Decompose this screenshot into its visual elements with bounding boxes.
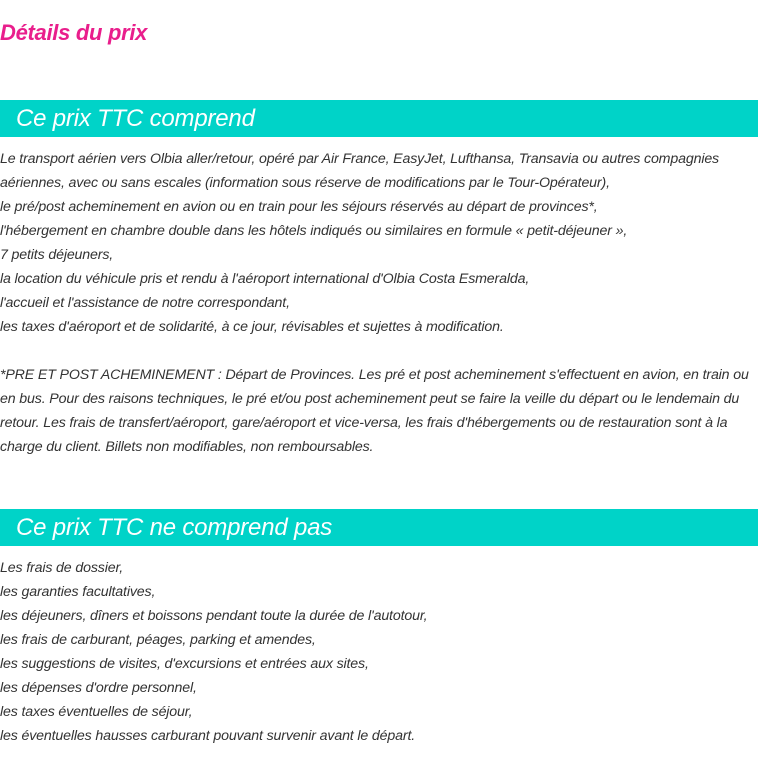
page-title: Détails du prix (0, 20, 148, 45)
excluded-item: les taxes éventuelles de séjour, (0, 704, 193, 720)
included-item: l'accueil et l'assistance de notre correspondant, (0, 295, 290, 311)
excluded-item: les déjeuners, dîners et boissons pendant toute la durée de l'autotour, (0, 608, 428, 624)
excluded-section-heading: Ce prix TTC ne comprend pas (0, 509, 758, 546)
excluded-item: les dépenses d'ordre personnel, (0, 680, 197, 696)
included-section-heading: Ce prix TTC comprend (0, 100, 758, 137)
included-item: l'hébergement en chambre double dans les hôtels indiqués ou similaires en formule « petit-déjeuner », (0, 223, 628, 239)
included-item: la location du véhicule pris et rendu à l'aéroport international d'Olbia Costa Esmeralda, (0, 271, 530, 287)
included-item: les taxes d'aéroport et de solidarité, à ce jour, révisables et sujettes à modification. (0, 319, 504, 335)
transfer-note (0, 363, 756, 459)
excluded-list (0, 556, 756, 748)
included-list (0, 147, 756, 339)
included-item: 7 petits déjeuners, (0, 247, 114, 263)
excluded-item: les garanties facultatives, (0, 584, 156, 600)
excluded-item: les frais de carburant, péages, parking et amendes, (0, 632, 316, 648)
included-item: aériennes, avec ou sans escales (information sous réserve de modifications par le Tour-Opérateur), (0, 175, 610, 191)
excluded-item: les éventuelles hausses carburant pouvant survenir avant le départ. (0, 728, 416, 744)
excluded-item: Les frais de dossier, (0, 560, 124, 576)
included-item: le pré/post acheminement en avion ou en train pour les séjours réservés au départ de provinces*, (0, 199, 598, 215)
included-item: Le transport aérien vers Olbia aller/retour, opéré par Air France, EasyJet, Lufthansa, Transavia ou autres compagnies (0, 151, 720, 167)
excluded-item: les suggestions de visites, d'excursions et entrées aux sites, (0, 656, 369, 672)
transfer-note-text: *PRE ET POST ACHEMINEMENT : Départ de Provinces. Les pré et post acheminement s'effectuent en avion, en train ou en bus. Pour des raisons techniques, le pré et/ou post acheminement peut se faire la veille du départ ou le lendemain du retour. Les frais de transfert/aéroport, gare/aéroport et vice-versa, les frais d'hébergements ou de restauration sont à la charge du client. Billets non modifiables, non remboursables. (0, 367, 749, 455)
